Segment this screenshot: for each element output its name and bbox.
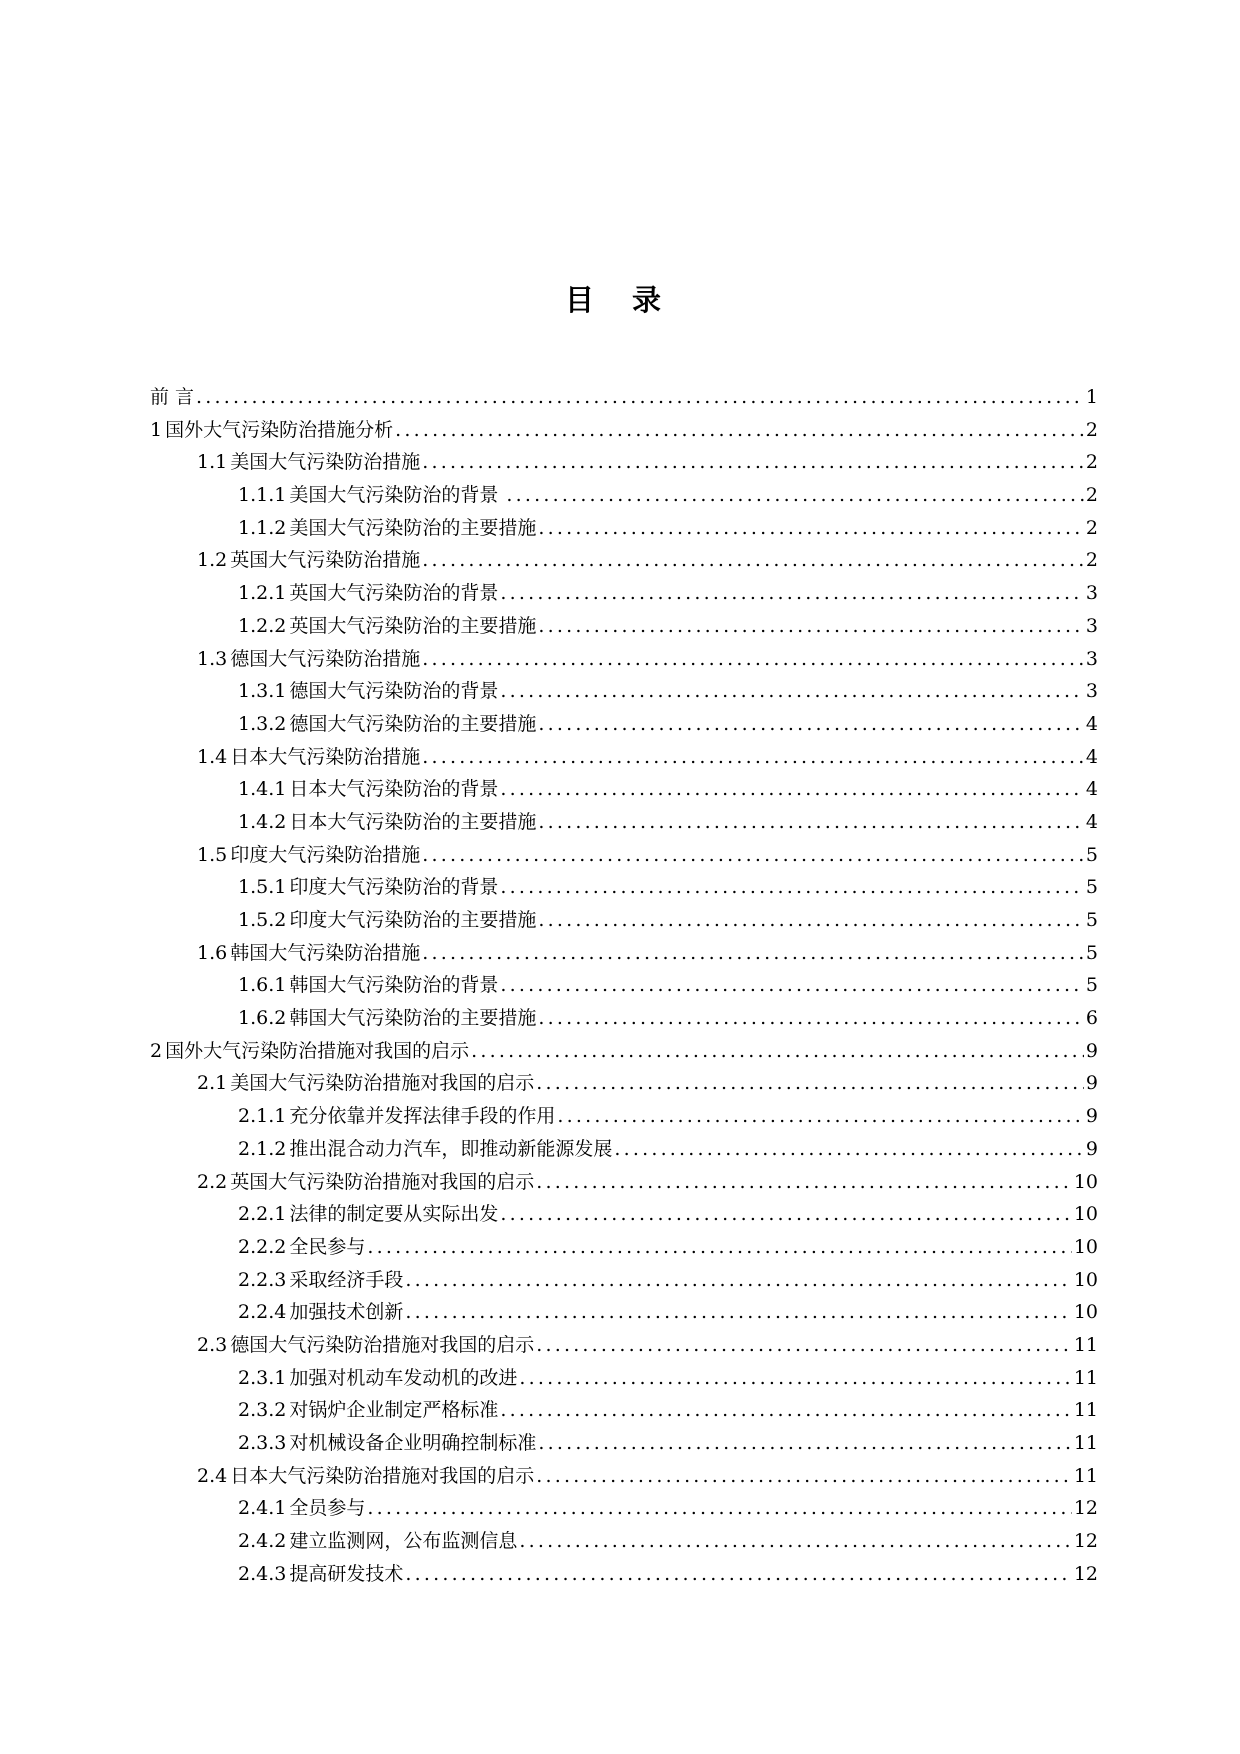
toc-entry-title: 德国大气污染防治措施 (230, 647, 421, 670)
dot-leader (405, 1296, 1071, 1329)
toc-entry[interactable] (150, 839, 1098, 872)
dot-leader (536, 1166, 1072, 1199)
dot-leader (422, 544, 1084, 577)
toc-entry[interactable] (150, 1133, 1098, 1166)
toc-entry[interactable] (150, 544, 1098, 577)
toc-entry[interactable] (150, 1002, 1098, 1035)
toc-entry-number: 1.2 (197, 549, 228, 572)
toc-entry-number: 2.4.3 (238, 1562, 287, 1585)
toc-entry[interactable] (150, 871, 1098, 904)
toc-entry-page: 11 (1073, 1464, 1098, 1487)
dot-leader (422, 839, 1084, 872)
dot-leader (538, 904, 1084, 937)
dot-leader (500, 1198, 1071, 1231)
toc-entry-page: 3 (1085, 614, 1098, 637)
toc-entry-page: 2 (1085, 451, 1098, 474)
toc-entry-title: 推出混合动力汽车，即推动新能源发展 (289, 1137, 613, 1160)
toc-entry-page: 1 (1085, 386, 1098, 408)
toc-entry[interactable] (150, 479, 1098, 512)
toc-entry-title: 加强对机动车发动机的改进 (289, 1366, 518, 1389)
toc-entry-title: 法律的制定要从实际出发 (289, 1203, 499, 1226)
dot-leader (614, 1133, 1084, 1166)
toc-entry-title: 美国大气污染防治的背景 (289, 484, 505, 507)
toc-entry-title: 建立监测网，公布监测信息 (289, 1530, 518, 1553)
page-title: 目 录 (564, 283, 676, 317)
toc-entry[interactable] (150, 1166, 1098, 1199)
dot-leader (405, 1264, 1071, 1297)
toc-entry-title: 采取经济手段 (289, 1268, 404, 1291)
dot-leader (519, 1525, 1071, 1558)
dot-leader (506, 479, 1084, 512)
toc-entry-title: 全民参与 (289, 1235, 366, 1258)
toc-entry-title: 韩国大气污染防治的背景 (289, 974, 499, 997)
toc-entry[interactable] (150, 1460, 1098, 1493)
dot-leader (422, 937, 1084, 970)
toc-entry-page: 2 (1085, 484, 1098, 507)
dot-leader (538, 512, 1084, 545)
toc-entry-page: 4 (1085, 778, 1098, 801)
toc-entry-number: 1.5.1 (238, 876, 287, 899)
toc-entry-page: 10 (1073, 1268, 1098, 1291)
toc-entry-page: 2 (1085, 418, 1098, 441)
toc-entry[interactable] (150, 1362, 1098, 1395)
toc-entry-page: 11 (1073, 1366, 1098, 1389)
toc-entry-title: 美国大气污染防治措施对我国的启示 (230, 1072, 535, 1095)
toc-entry-page: 9 (1085, 1137, 1098, 1160)
toc-entry-number: 2.3.3 (238, 1432, 287, 1454)
toc-entry-page: 12 (1073, 1497, 1098, 1520)
dot-leader (519, 1362, 1071, 1395)
dot-leader (500, 675, 1084, 708)
toc-entry-page: 5 (1085, 876, 1098, 899)
toc-entry-page: 4 (1085, 810, 1098, 833)
toc-entry[interactable] (150, 1198, 1098, 1231)
toc-entry[interactable] (150, 1035, 1098, 1068)
toc-entry-title: 美国大气污染防治措施 (230, 451, 421, 474)
toc-entry[interactable] (150, 1100, 1098, 1133)
toc-entry-number: 2.1 (197, 1072, 228, 1095)
toc-entry[interactable] (150, 414, 1098, 447)
toc-entry-number: 1.2.2 (238, 614, 287, 637)
dot-leader (196, 381, 1084, 414)
toc-entry-page: 3 (1085, 680, 1098, 703)
toc-entry-number: 2.3.1 (238, 1366, 287, 1389)
toc-entry-title: 韩国大气污染防治措施 (230, 941, 421, 964)
dot-leader (405, 1558, 1071, 1591)
toc-entry[interactable] (150, 773, 1098, 806)
toc-entry-number: 1.1 (197, 451, 228, 474)
toc-entry-number: 1.6.2 (238, 1007, 287, 1030)
toc-entry-number: 1.1.1 (238, 484, 287, 507)
toc-entry-number: 1.4.1 (238, 778, 287, 801)
toc-entry-page: 11 (1073, 1432, 1098, 1454)
toc-entry-title: 日本大气污染防治的主要措施 (289, 810, 537, 833)
toc-entry-number: 2.4 (197, 1464, 228, 1487)
toc-entry-number: 1.1.2 (238, 516, 287, 539)
dot-leader (500, 1394, 1071, 1427)
toc-entry-title: 英国大气污染防治措施 (230, 549, 421, 572)
toc-entry-page: 2 (1085, 516, 1098, 539)
toc-entry-title: 印度大气污染防治措施 (230, 843, 421, 866)
dot-leader (422, 446, 1084, 479)
toc-entry-title: 日本大气污染防治措施 (230, 745, 421, 768)
toc-entry-page: 11 (1073, 1399, 1098, 1422)
toc-entry-number: 1.4 (197, 745, 228, 768)
toc-entry[interactable] (150, 577, 1098, 610)
toc-entry-page: 10 (1073, 1170, 1098, 1193)
toc-entry[interactable] (150, 512, 1098, 545)
toc-entry-title: 全员参与 (289, 1497, 366, 1520)
toc-entry[interactable] (150, 643, 1098, 676)
toc-entry-page: 11 (1073, 1333, 1098, 1356)
toc-entry-number: 2.2.3 (238, 1268, 287, 1291)
dot-leader (471, 1035, 1084, 1068)
toc-entry-title: 国外大气污染防治措施分析 (165, 418, 394, 441)
toc-entry-title: 印度大气污染防治的主要措施 (289, 909, 537, 931)
toc-entry-number: 2.2.1 (238, 1203, 287, 1226)
toc-entry-title: 加强技术创新 (289, 1301, 404, 1324)
toc-entry-page: 10 (1073, 1203, 1098, 1226)
dot-leader (422, 643, 1084, 676)
toc-entry[interactable] (150, 1296, 1098, 1329)
toc-entry-number: 2.4.1 (238, 1497, 287, 1520)
toc-entry[interactable] (150, 610, 1098, 643)
toc-entry-title: 日本大气污染防治措施对我国的启示 (230, 1464, 535, 1487)
dot-leader (367, 1231, 1071, 1264)
toc-entry-page: 12 (1073, 1562, 1098, 1585)
toc-entry[interactable] (150, 1231, 1098, 1264)
dot-leader (500, 969, 1084, 1002)
toc-entry[interactable] (150, 381, 1098, 414)
toc-entry-title: 对机械设备企业明确控制标准 (289, 1432, 537, 1454)
toc-entry-number: 2.3.2 (238, 1399, 287, 1422)
toc-entry-page: 9 (1085, 1105, 1098, 1128)
toc-entry-number: 1.4.2 (238, 810, 287, 833)
toc-entry[interactable] (150, 1525, 1098, 1558)
table-of-contents (150, 381, 1098, 1590)
dot-leader (500, 871, 1084, 904)
toc-entry-page: 10 (1073, 1301, 1098, 1324)
toc-entry-page: 12 (1073, 1530, 1098, 1553)
toc-entry-title: 英国大气污染防治的背景 (289, 582, 499, 605)
toc-entry-page: 5 (1085, 909, 1098, 931)
dot-leader (538, 610, 1084, 643)
toc-entry-number: 1.3 (197, 647, 228, 670)
toc-entry-number: 1 (150, 418, 163, 441)
toc-entry[interactable] (150, 741, 1098, 774)
toc-entry-title: 德国大气污染防治措施对我国的启示 (230, 1333, 535, 1356)
toc-entry-number: 1.5.2 (238, 909, 287, 931)
toc-entry[interactable] (150, 1264, 1098, 1297)
dot-leader (536, 1329, 1072, 1362)
toc-entry-page: 3 (1085, 582, 1098, 605)
toc-entry-page: 5 (1085, 941, 1098, 964)
toc-entry-number: 1.3.1 (238, 680, 287, 703)
dot-leader (395, 414, 1084, 447)
toc-entry-page: 9 (1085, 1039, 1098, 1062)
toc-entry[interactable] (150, 1492, 1098, 1525)
toc-entry-title: 韩国大气污染防治的主要措施 (289, 1007, 537, 1030)
toc-entry-number: 1.2.1 (238, 582, 287, 605)
toc-entry-title: 英国大气污染防治的主要措施 (289, 614, 537, 637)
toc-entry[interactable] (150, 1067, 1098, 1100)
toc-entry[interactable] (150, 675, 1098, 708)
toc-entry-page: 9 (1085, 1072, 1098, 1095)
dot-leader (500, 773, 1084, 806)
toc-entry-title: 提高研发技术 (289, 1562, 404, 1585)
toc-entry-page: 6 (1085, 1007, 1098, 1030)
toc-entry-number: 1.5 (197, 843, 228, 866)
toc-entry[interactable] (150, 969, 1098, 1002)
toc-entry[interactable] (150, 1427, 1098, 1460)
dot-leader (557, 1100, 1084, 1133)
toc-entry-number: 2.2 (197, 1170, 228, 1193)
toc-entry-title: 国外大气污染防治措施对我国的启示 (165, 1039, 470, 1062)
toc-entry-number: 2.1.1 (238, 1105, 287, 1128)
dot-leader (536, 1067, 1084, 1100)
dot-leader (538, 806, 1084, 839)
toc-entry-number: 2.3 (197, 1333, 228, 1356)
dot-leader (538, 708, 1084, 741)
dot-leader (500, 577, 1084, 610)
toc-entry-title: 德国大气污染防治的背景 (289, 680, 499, 703)
toc-entry[interactable] (150, 446, 1098, 479)
toc-entry-page: 3 (1085, 647, 1098, 670)
dot-leader (422, 741, 1084, 774)
toc-entry-page: 5 (1085, 974, 1098, 997)
dot-leader (538, 1427, 1071, 1460)
toc-entry-page: 5 (1085, 843, 1098, 866)
toc-entry-title: 美国大气污染防治的主要措施 (289, 516, 537, 539)
toc-entry-number: 2.1.2 (238, 1137, 287, 1160)
toc-entry-title: 对锅炉企业制定严格标准 (289, 1399, 499, 1422)
toc-entry-number: 1.6 (197, 941, 228, 964)
toc-entry[interactable] (150, 904, 1098, 937)
toc-entry-page: 2 (1085, 549, 1098, 572)
toc-entry-page: 4 (1085, 745, 1098, 768)
toc-entry-number: 2.4.2 (238, 1530, 287, 1553)
toc-entry-number: 2 (150, 1039, 163, 1062)
toc-entry[interactable] (150, 1558, 1098, 1591)
toc-entry[interactable] (150, 806, 1098, 839)
dot-leader (536, 1460, 1072, 1493)
toc-entry-title: 德国大气污染防治的主要措施 (289, 712, 537, 735)
dot-leader (538, 1002, 1084, 1035)
dot-leader (367, 1492, 1071, 1525)
toc-entry-title: 日本大气污染防治的背景 (289, 778, 499, 801)
toc-entry-title: 英国大气污染防治措施对我国的启示 (230, 1170, 535, 1193)
toc-entry-title: 前 言 (150, 386, 195, 408)
toc-entry-number: 1.6.1 (238, 974, 287, 997)
toc-entry[interactable] (150, 937, 1098, 970)
toc-entry-title: 印度大气污染防治的背景 (289, 876, 499, 899)
toc-entry-page: 4 (1085, 712, 1098, 735)
toc-entry[interactable] (150, 1329, 1098, 1362)
toc-entry-title: 充分依靠并发挥法律手段的作用 (289, 1105, 556, 1128)
toc-entry-number: 1.3.2 (238, 712, 287, 735)
toc-entry[interactable] (150, 1394, 1098, 1427)
toc-entry-number: 2.2.4 (238, 1301, 287, 1324)
toc-entry[interactable] (150, 708, 1098, 741)
toc-entry-page: 10 (1073, 1235, 1098, 1258)
toc-entry-number: 2.2.2 (238, 1235, 287, 1258)
